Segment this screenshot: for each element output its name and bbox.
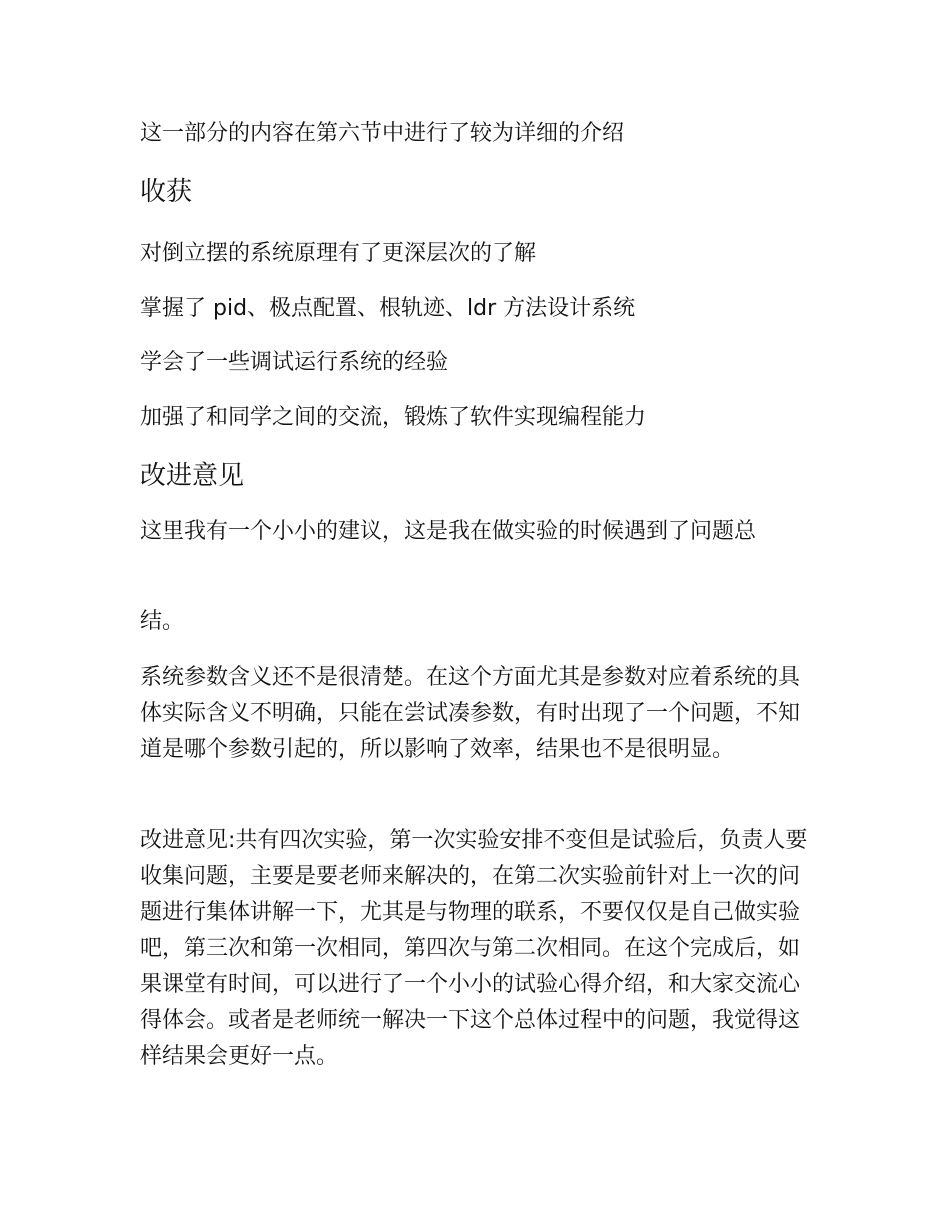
suggestion-paragraph-end: 结。: [140, 609, 185, 634]
improve-heading: 改进意见: [140, 461, 245, 491]
parameter-paragraph: 系统参数含义还不是很清楚。在这个方面尤其是参数对应着系统的具体实际含义不明确，只能在尝试凑参数，有时出现了一个问题，不知道是哪个参数引起的，所以影响了效率，结果也不是很明显。: [140, 665, 801, 762]
harvest-item: 掌握了 pid、极点配置、根轨迹、ldr 方法设计系统: [140, 296, 636, 321]
harvest-item: 学会了一些调试运行系统的经验: [140, 350, 449, 375]
suggestion-paragraph: 这里我有一个小小的建议，这是我在做实验的时候遇到了问题总: [140, 519, 757, 544]
improvement-paragraph: 改进意见:共有四次实验，第一次实验安排不变但是试验后，负责人要收集问题，主要是要老师来解决的，在第二次实验前针对上一次的问题进行集体讲解一下，尤其是与物理的联系，不要仅仅是自己做实验吧，第三次和第一次相同，第四次与第二次相同。在这个完成后，如果课堂有时间，可以进行了一个小小的试验心得介绍，和大家交流心得体会。或者是老师统一解决一下这个总体过程中的问题，我觉得这样结果会更好一点。: [140, 828, 808, 1069]
intro-paragraph: 这一部分的内容在第六节中进行了较为详细的介绍: [140, 121, 625, 146]
harvest-item: 对倒立摆的系统原理有了更深层次的了解: [140, 241, 537, 266]
harvest-item: 加强了和同学之间的交流，锻炼了软件实现编程能力: [140, 405, 647, 430]
harvest-heading: 收获: [140, 177, 193, 207]
